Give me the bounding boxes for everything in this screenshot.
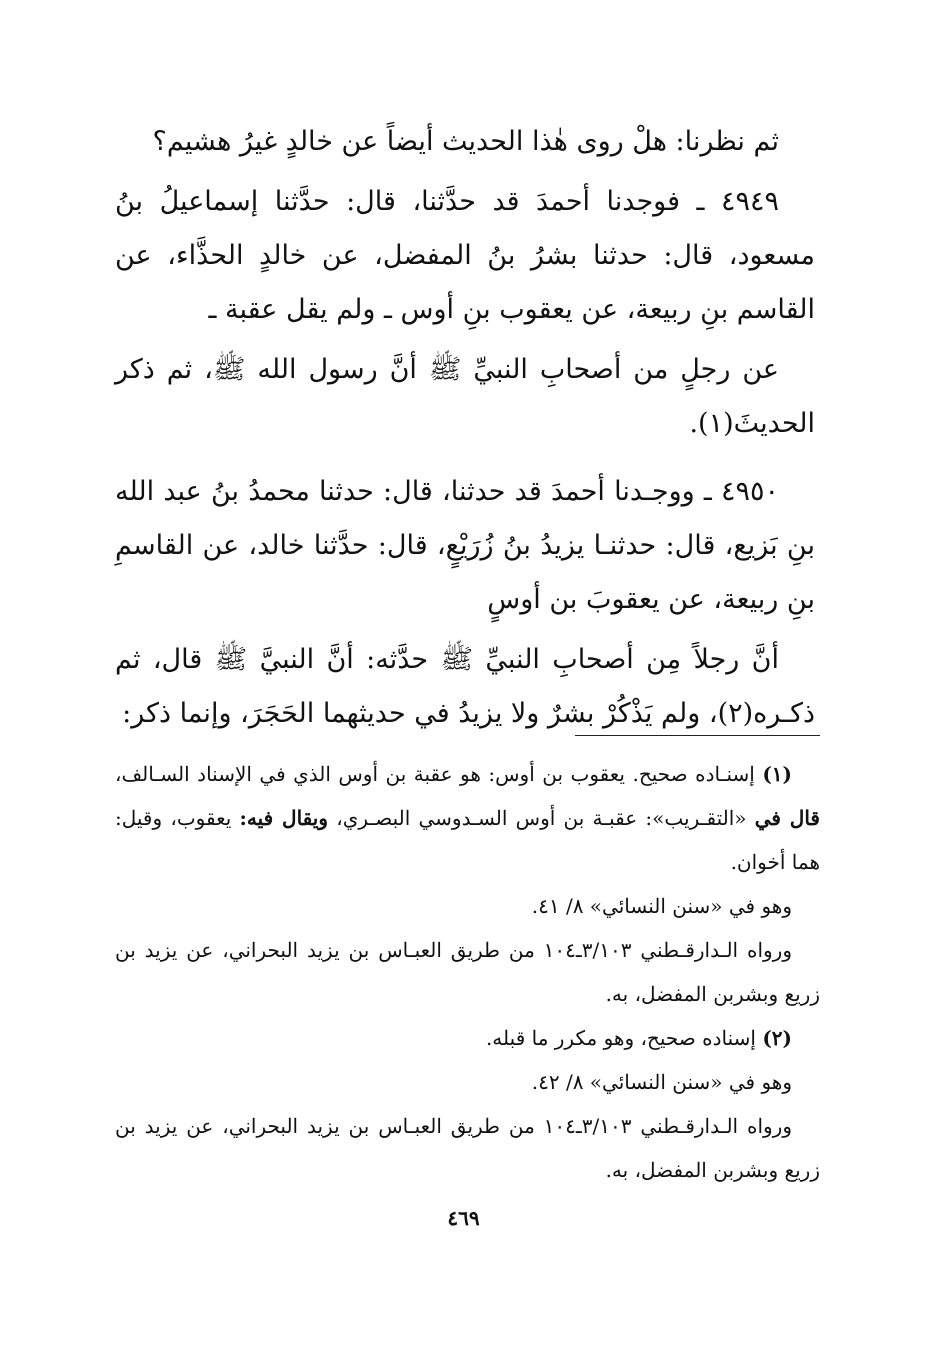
footnote-2 bbox=[115, 1016, 820, 1060]
hadith-4949-matn: عن رجلٍ من أصحابِ النبيِّ ﷺ أنَّ رسول الله ﷺ، ثم ذكر الحديثَ(١). bbox=[115, 354, 815, 439]
footnotes bbox=[115, 752, 820, 1192]
footnote-1-marker: (١) bbox=[762, 762, 792, 786]
page-number: ٤٦٩ bbox=[447, 1206, 480, 1230]
footnote-1-source: وهو في «سنن النسائي» ٨/ ٤١. bbox=[531, 894, 792, 918]
main-text bbox=[115, 115, 815, 741]
footnote-1-text: إسنـاده صحيح. يعقوب بن أوس: هو عقبة بن أوس الذي في الإسناد السـالف، bbox=[115, 762, 763, 786]
hadith-4950-matn: أنَّ رجلاً مِن أصحابِ النبيِّ ﷺ حدَّثه: أنَّ النبيَّ ﷺ قال، ثم ذكـره(٢)، ولم يَذْكُرْ بشرٌ ولا يزيدُ في حديثهما الحَجَرَ، وإنما ذكر: bbox=[115, 644, 815, 729]
footnote-1-rest: «التقـريب»: عقبـة بن أوس السـدوسي البصـري، bbox=[328, 806, 755, 830]
footnote-1-bold: قال في bbox=[754, 806, 820, 830]
footnote-separator bbox=[575, 735, 820, 736]
hadith-4950-isnad: ٤٩٥٠ ـ ووجـدنا أحمدَ قد حدثنا، قال: حدثنا محمدُ بنُ عبد الله بنِ بَزيع، قال: حدثنـا يزيدُ بنُ زُرَيْعٍ، قال: حدَّثنا خالد، عن القاسمِ بنِ ربيعة، عن يعقوبَ بن أوسٍ bbox=[115, 476, 815, 615]
paragraph-question: ثم نظرنا: هلْ روى هٰذا الحديث أيضاً عن خالدٍ غيرُ هشيم؟ bbox=[152, 126, 779, 157]
footnote-2-marker: (٢) bbox=[762, 1026, 792, 1050]
footnote-2-source: وهو في «سنن النسائي» ٨/ ٤٢. bbox=[531, 1070, 792, 1094]
footnote-1-end: يعقوب، وقيل: هما أخوان. bbox=[115, 806, 820, 874]
footnote-1 bbox=[115, 752, 820, 884]
footnote-2-narration: ورواه الـدارقـطني ٣/١٠٣ـ١٠٤ من طريق العبـاس بن يزيد البحراني، عن يزيد بن زريع وبشربن المفضل، به. bbox=[115, 1114, 820, 1182]
footnote-1-bold2: ويقال فيه: bbox=[239, 806, 329, 830]
hadith-4949-isnad: ٤٩٤٩ ـ فوجدنا أحمدَ قد حدَّثنا، قال: حدَّثنا إسماعيلُ بنُ مسعود، قال: حدثنا بشرُ بنُ المفضل، عن خالدٍ الحذَّاء، عن القاسم بنِ ربيعة، عن يعقوب بنِ أوس ـ ولم يقل عقبة ـ bbox=[115, 186, 815, 325]
footnote-1-narration: ورواه الـدارقـطني ٣/١٠٣ـ١٠٤ من طريق العبـاس بن يزيد البحراني، عن يزيد بن زريع وبشربن المفضل، به. bbox=[115, 938, 820, 1006]
footnote-2-text: إسناده صحيح، وهو مكرر ما قبله. bbox=[485, 1026, 763, 1050]
